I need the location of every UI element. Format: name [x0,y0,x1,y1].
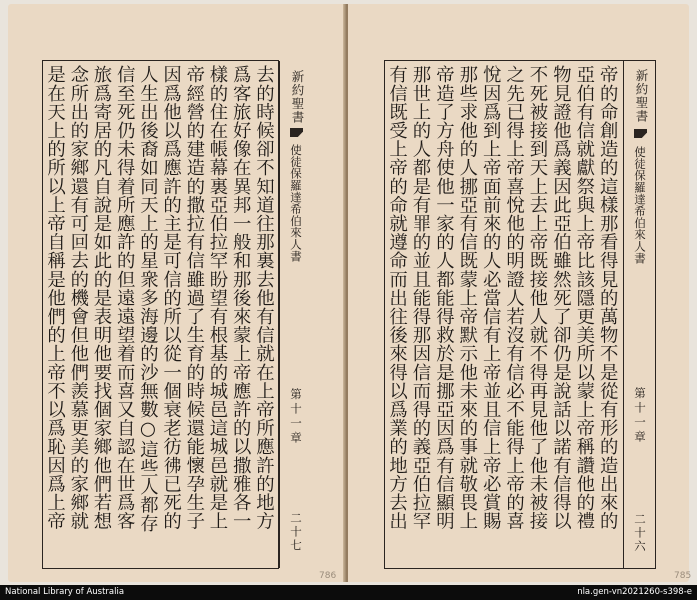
left-chapter-label: 第十一章 [289,388,303,446]
right-page-number: 二十六 [633,513,647,554]
right-header-title: 新約聖書 [634,69,649,123]
right-page-frame [384,60,656,569]
text-column: 那世上的人都是有罪的並且能得那因信而得的義亞伯拉罕 [409,65,431,530]
text-column: 樣的住在帳幕裏亞伯拉罕盼望有根基的城邑這城邑就是上 [206,65,228,530]
text-column: 帝的命創造的這樣那看得見的萬物不是從有形的造出來的 [597,65,619,530]
section-mark-icon [634,129,647,138]
text-column: 念所出的家鄉還有可回去的機會但他們羨慕更美的家鄉就 [67,65,89,530]
left-header-title: 新約聖書 [290,70,305,124]
footer-library-name: National Library of Australia [5,587,125,597]
text-column: 是在天上的所以上帝自稱是他們的上帝不以爲恥因爲上帝 [44,65,66,530]
text-column: 之先已得上帝喜悅他的明證人若沒有信必不能得上帝的喜 [503,65,525,530]
column-rule [279,61,280,568]
text-column: 去的時候卻不知道往那裏去他有信就在上帝所應許的地方 [253,65,275,530]
text-column: 帝經營的建造的撒拉有信雖過了生育的時候還能懷孕生子 [183,65,205,530]
right-header-subtitle: 使徒保羅達希伯來人書 [633,146,647,264]
text-column: 爲客旅好像在異邦一般和那後來蒙上帝應許的以撒雅各一 [230,65,252,530]
left-pencil-note: 786 [319,571,337,581]
section-mark-icon [290,128,303,137]
left-header-subtitle: 使徒保羅達希伯來人書 [289,144,303,262]
text-column: 信至死仍未得着所應許的但遠遠望着而喜又自認在世爲客 [114,65,136,530]
text-column: 帝造了方舟使他一家的人都能得救於是挪亞因爲有信顯明 [433,65,455,530]
column-rule [623,61,624,568]
text-column: 旅爲寄居的凡自說是如此的是表明他要找個家鄉他們若想 [90,65,112,530]
text-column: 有信既受上帝的命就遵命而出往後來得以爲業的地方去出 [386,65,408,530]
text-column: 那些求他的人挪亞有信既蒙上帝默示他未來的事就敬畏上 [456,65,478,530]
footer-bar [0,585,697,600]
text-column: 物見證他爲義因此亞伯雖然死了卻仍是說話以諾有信得以 [550,65,572,530]
text-column: 人生出後裔如同天上的星衆多海邊的沙無數○這些人都存 [137,65,159,533]
footer-identifier: nla.gen-vn2021260-s398-e [577,587,692,597]
left-page [8,4,346,582]
text-column: 悅因爲到上帝面前來的人必當信有上帝並且信上帝必賞賜 [480,65,502,530]
text-column: 因爲他以爲應許的主是可信的所以從一個衰老彷彿已死的 [160,65,182,530]
right-page [348,4,692,582]
text-column: 亞伯有信就獻祭與上帝比該隱更美所以蒙上帝稱讚他的禮 [573,65,595,530]
text-column: 不死被接到天上去上帝既接他人就不得再見他了他未被接 [526,65,548,530]
left-page-frame [42,60,279,569]
right-pencil-note: 785 [674,571,692,581]
left-page-number: 二十七 [289,512,303,553]
right-chapter-label: 第十一章 [633,387,647,445]
